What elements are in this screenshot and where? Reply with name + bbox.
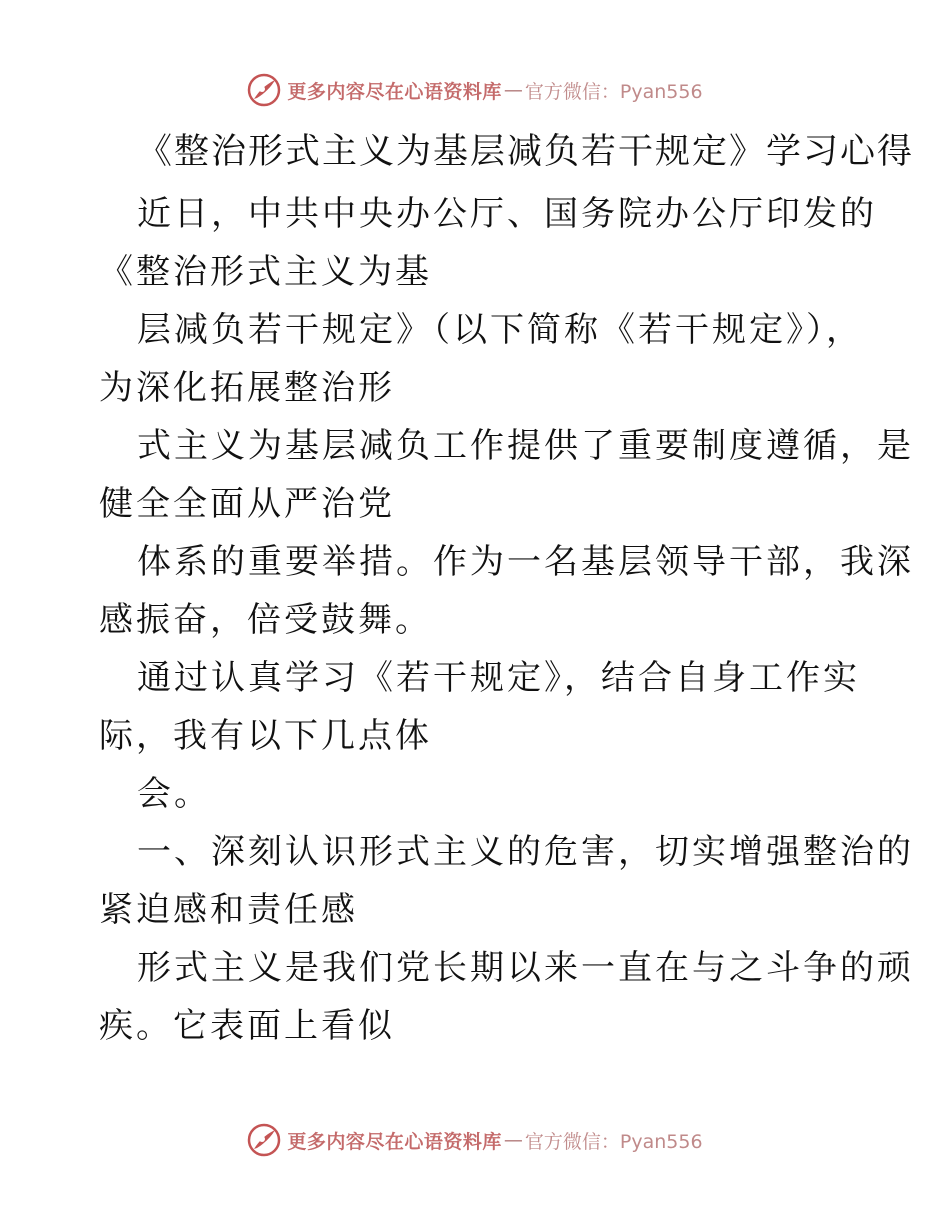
body-line: 际，我有以下几点体 — [99, 716, 432, 756]
footer-watermark — [0, 1120, 950, 1160]
watermark-text: 更多内容尽在心语资料库 — [287, 1130, 502, 1153]
body-line: 近日，中共中央办公厅、国务院办公厅印发的 — [137, 194, 877, 234]
body-line: 通过认真学习《若干规定》，结合自身工作实 — [137, 658, 860, 698]
body-line: 感振奋，倍受鼓舞。 — [99, 600, 432, 640]
watermark-text: 更多内容尽在心语资料库 — [287, 80, 502, 103]
body-line: 会。 — [137, 774, 211, 814]
quill-logo-icon — [247, 73, 281, 107]
quill-logo-icon — [247, 1123, 281, 1157]
header-watermark — [0, 70, 950, 110]
body-line: 健全全面从严治党 — [99, 484, 395, 524]
body-line: 形式主义是我们党长期以来一直在与之斗争的顽 — [137, 948, 914, 988]
body-line: 疾。它表面上看似 — [99, 1006, 395, 1046]
watermark-dash: — — [503, 79, 523, 101]
watermark-wechat: 官方微信：Pyan556 — [524, 1130, 703, 1153]
body-line: 为深化拓展整治形 — [99, 368, 395, 408]
body-line: 体系的重要举措。作为一名基层领导干部，我深 — [137, 542, 914, 582]
document-title: 《整治形式主义为基层减负若干规定》学习心得 — [137, 132, 915, 172]
watermark-wechat: 官方微信：Pyan556 — [524, 80, 703, 103]
body-line: 式主义为基层减负工作提供了重要制度遵循，是 — [137, 426, 914, 466]
watermark-dash: — — [503, 1129, 523, 1151]
section-heading-continued: 紧迫感和责任感 — [99, 890, 358, 930]
body-line: 层减负若干规定》（以下简称《若干规定》）， — [137, 310, 863, 350]
body-line: 《整治形式主义为基 — [99, 252, 432, 292]
section-heading: 一、深刻认识形式主义的危害，切实增强整治的 — [137, 832, 914, 872]
